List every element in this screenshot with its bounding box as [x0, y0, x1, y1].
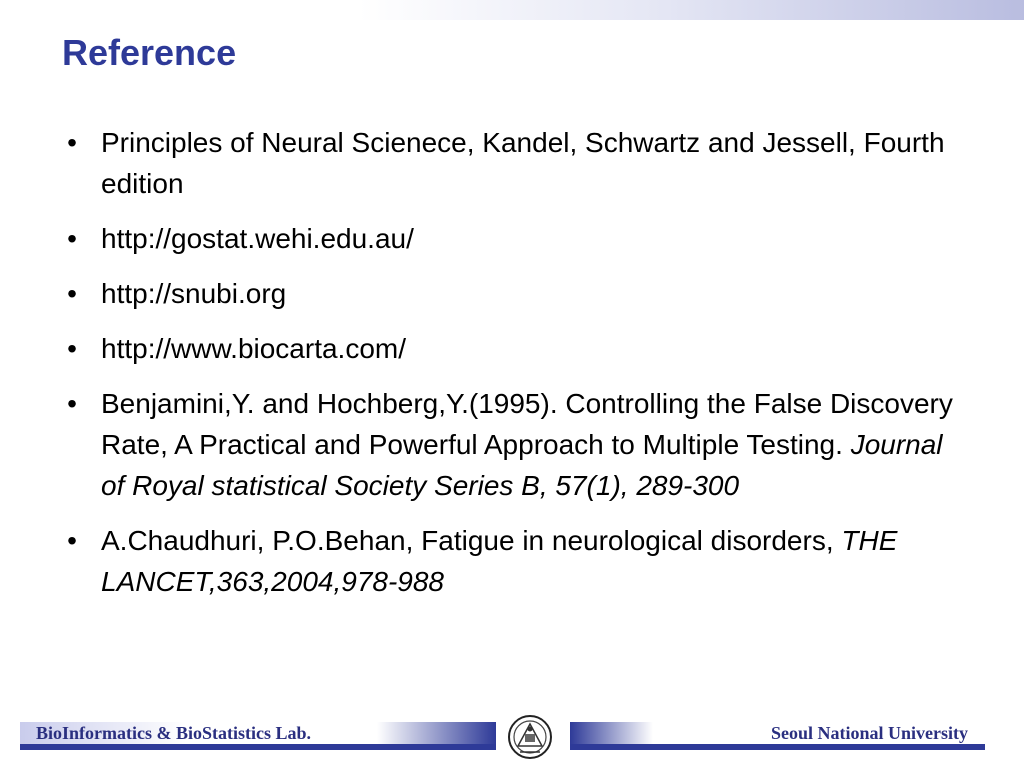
bullet-icon: • — [67, 333, 77, 364]
reference-item — [60, 383, 960, 506]
university-emblem-icon — [506, 712, 554, 762]
bullet-icon: • — [67, 223, 77, 254]
reference-text: Benjamini,Y. and Hochberg,Y.(1995). Controlling the False Discovery Rate, A Practical and Powerful Approach to Multiple Testing. — [101, 388, 953, 460]
bullet-icon: • — [67, 127, 77, 158]
reference-link[interactable]: http://snubi.org — [101, 278, 287, 309]
bullet-icon: • — [67, 525, 77, 556]
reference-source: Journal of Royal statistical Society Series B, 57(1), 289-300 — [101, 429, 943, 501]
reference-link[interactable]: http://www.biocarta.com/ — [101, 333, 407, 364]
top-gradient-band — [0, 0, 1024, 20]
slide-title: Reference — [62, 32, 237, 73]
reference-item — [60, 122, 960, 204]
bullet-icon: • — [67, 278, 77, 309]
reference-item — [60, 218, 960, 259]
reference-item — [60, 520, 960, 602]
bullet-icon: • — [67, 388, 77, 419]
reference-text: A.Chaudhuri, P.O.Behan, Fatigue in neurological disorders, — [101, 525, 842, 556]
reference-list — [60, 122, 960, 616]
footer-lab-name: BioInformatics & BioStatistics Lab. — [36, 723, 312, 743]
footer-university-name: Seoul National University — [770, 723, 968, 743]
reference-link[interactable]: http://gostat.wehi.edu.au/ — [101, 223, 414, 254]
reference-source: THE LANCET,363,2004,978-988 — [101, 525, 898, 597]
reference-item — [60, 273, 960, 314]
reference-text: Principles of Neural Scienece, Kandel, Schwartz and Jessell, Fourth edition — [101, 127, 945, 199]
reference-item — [60, 328, 960, 369]
